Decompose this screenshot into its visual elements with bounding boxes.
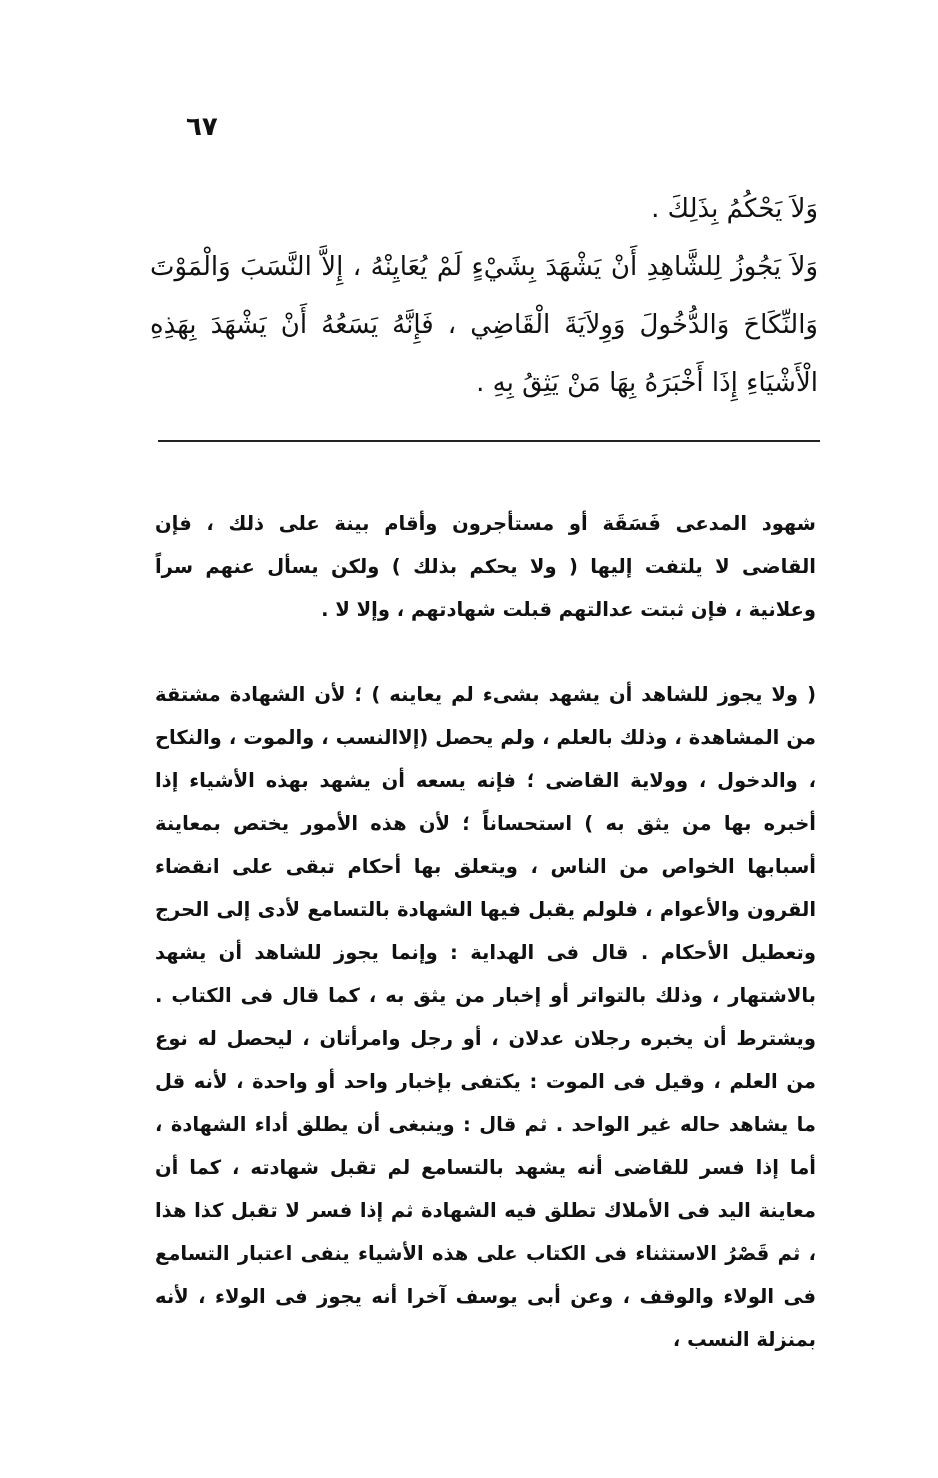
- page-number: ٦٧: [186, 112, 218, 142]
- main-text-paragraph-1: وَلاَ يَحْكُمُ بِذَلِكَ .: [651, 194, 818, 224]
- separator-rule: [158, 440, 820, 442]
- commentary-text: [155, 502, 816, 1361]
- main-text-paragraph-2: وَلاَ يَجُوزُ لِلشَّاهِدِ أَنْ يَشْهَدَ بِشَيْءٍ لَمْ يُعَايِنْهُ ، إِلاَّ النَّسَبَ وَالْمَوْتَ وَالنِّكَاحَ وَالدُّخُولَ وَوِلاَيَةَ الْقَاضِي ، فَإِنَّهُ يَسَعُهُ أَنْ يَشْهَدَ بِهَذِهِ الْأَشْيَاءِ إِذَا أَخْبَرَهُ بِهَا مَنْ يَثِقُ بِهِ .: [150, 252, 818, 398]
- main-text: [150, 180, 818, 412]
- commentary-paragraph-2: ( ولا يجوز للشاهد أن يشهد بشىء لم يعاينه ) ؛ لأن الشهادة مشتقة من المشاهدة ، وذلك بالعلم ، ولم يحصل (إلاالنسب ، والموت ، والنكاح ، والدخول ، وولاية القاضى ؛ فإنه يسعه أن يشهد بهذه الأشياء إذا أخبره بها من يثق به ) استحساناً ؛ لأن هذه الأمور يختص بمعاينة أسبابها الخواص من الناس ، ويتعلق بها أحكام تبقى على انقضاء القرون والأعوام ، فلولم يقبل فيها الشهادة بالتسامع لأدى إلى الحرج وتعطيل الأحكام . قال فى الهداية : وإنما يجوز للشاهد أن يشهد بالاشتهار ، وذلك بالتواتر أو إخبار من يثق به ، كما قال فى الكتاب . ويشترط أن يخبره رجلان عدلان ، أو رجل وامرأتان ، ليحصل له نوع من العلم ، وقيل فى الموت : يكتفى بإخبار واحد أو واحدة ، لأنه قل ما يشاهد حاله غير الواحد . ثم قال : وينبغى أن يطلق أداء الشهادة ، أما إذا فسر للقاضى أنه يشهد بالتسامع لم تقبل شهادته ، كما أن معاينة اليد فى الأملاك تطلق فيه الشهادة ثم إذا فسر لا تقبل كذا هذا ، ثم قَصْرُ الاستثناء فى الكتاب على هذه الأشياء ينفى اعتبار التسامع فى الولاء والوقف ، وعن أبى يوسف آخرا أنه يجوز فى الولاء ، لأنه بمنزلة النسب ،: [155, 683, 816, 1351]
- commentary-paragraph-1: شهود المدعى فَسَقَة أو مستأجرون وأقام بينة على ذلك ، فإن القاضى لا يلتفت إليها ( ولا يحكم بذلك ) ولكن يسأل عنهم سراً وعلانية ، فإن ثبتت عدالتهم قبلت شهادتهم ، وإلا لا .: [155, 512, 816, 621]
